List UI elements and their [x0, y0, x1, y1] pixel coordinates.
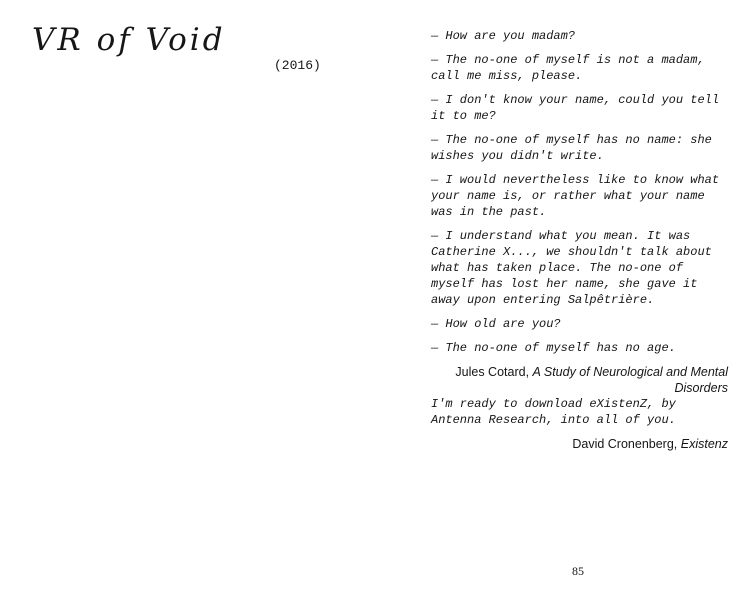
attribution-author: David Cronenberg,	[572, 437, 681, 451]
attribution-work: Existenz	[680, 437, 728, 451]
epigraph-column	[431, 28, 728, 452]
dialogue-line: — How are you madam?	[431, 29, 576, 43]
dialogue-line: — The no-one of myself is not a madam, call me miss, please.	[431, 53, 705, 83]
dialogue-line: — How old are you?	[431, 317, 561, 331]
attribution-author: Jules Cotard,	[455, 365, 533, 379]
attribution-cotard	[431, 364, 728, 396]
dialogue-line: — I would nevertheless like to know what your name is, or rather what your name was in the past.	[431, 173, 720, 219]
epigraph-quote: I'm ready to download eXistenZ, by Antenna Research, into all of you.	[431, 397, 676, 427]
page-number: 85	[572, 564, 584, 578]
dialogue-line: — I understand what you mean. It was Catherine X..., we shouldn't talk about what has taken place. The no-one of myself has lost her name, she gave it away upon entering Salpêtrière.	[431, 229, 712, 307]
attribution-work: A Study of Neurological and Mental Disorders	[532, 365, 728, 395]
dialogue-line: — I don't know your name, could you tell it to me?	[431, 93, 720, 123]
year-label: (2016)	[274, 58, 321, 73]
page-title: VR of Void	[32, 22, 226, 58]
dialogue-line: — The no-one of myself has no name: she wishes you didn't write.	[431, 133, 712, 163]
dialogue-line: — The no-one of myself has no age.	[431, 341, 676, 355]
attribution-cronenberg	[431, 436, 728, 452]
